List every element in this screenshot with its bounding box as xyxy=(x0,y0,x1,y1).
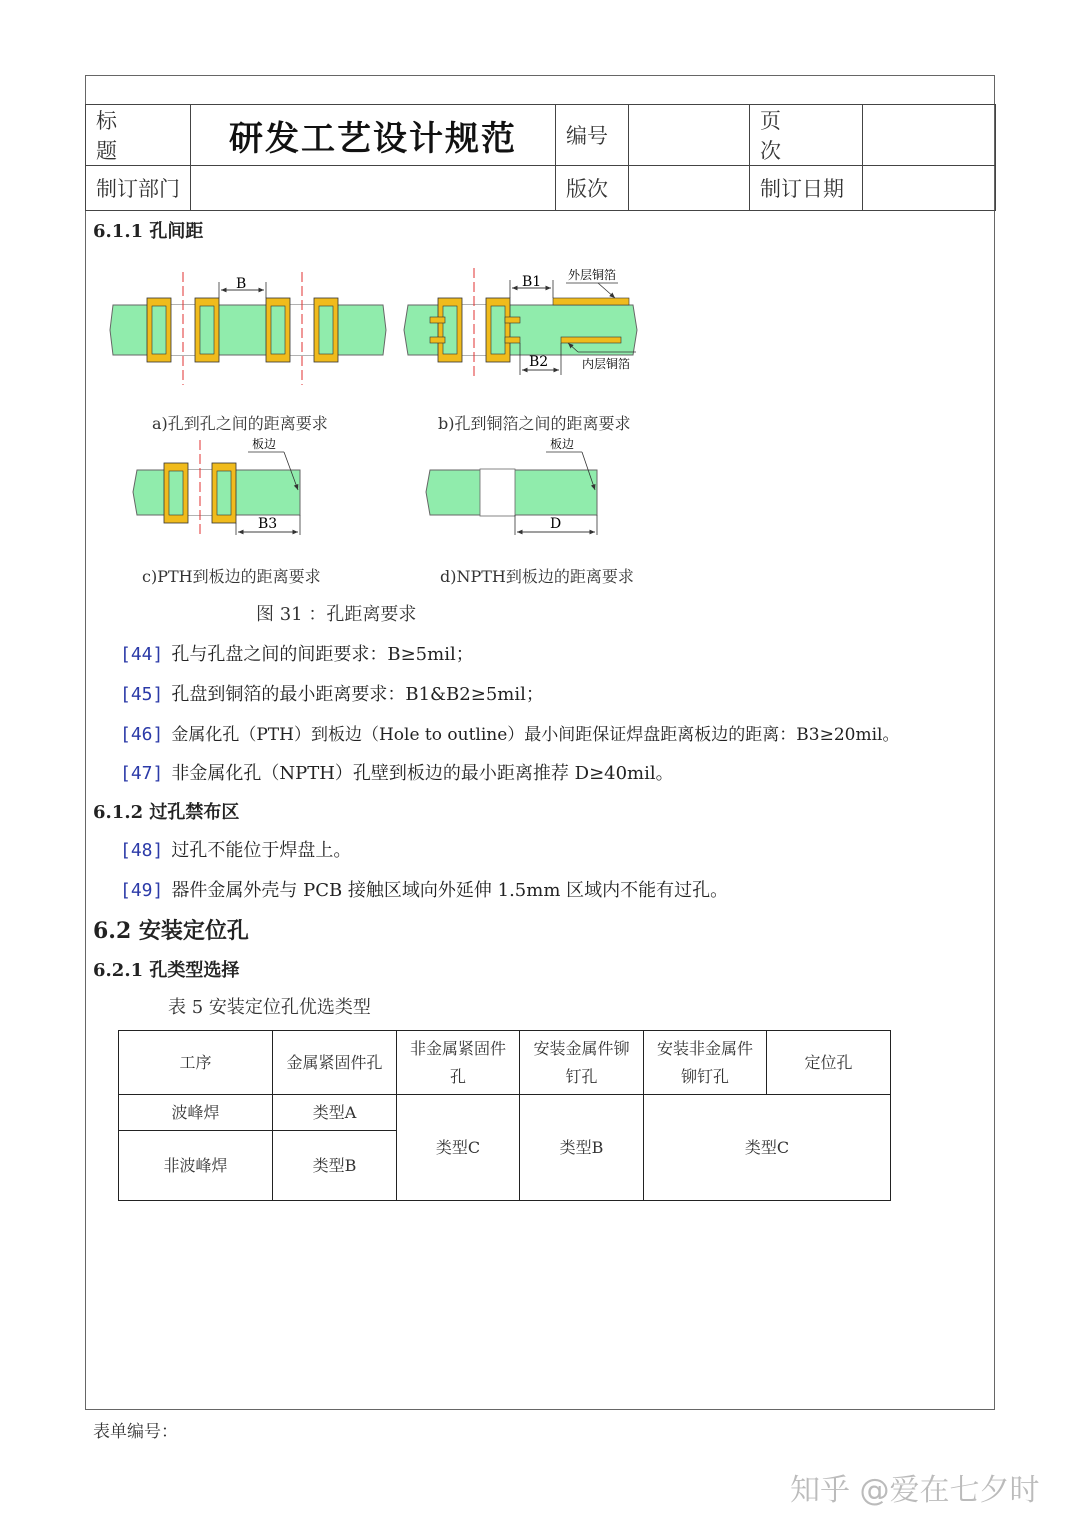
rule-45: [45] 孔盘到铜箔的最小距离要求：B1&B2≥5mil； xyxy=(120,684,544,705)
header-nonmetal-rivet: 安装非金属件铆钉孔 xyxy=(644,1031,767,1095)
row-non-wave-solder-metal-fastener: 类型B xyxy=(273,1131,397,1201)
figure-b xyxy=(404,267,637,380)
figure-d xyxy=(426,436,597,535)
label-inner-copper: 内层铜箔 xyxy=(582,357,631,371)
rule-49: [49] 器件金属外壳与 PCB 接触区域向外延伸 1.5mm 区域内不能有过孔。 xyxy=(120,880,729,901)
caption-d: d)NPTH到板边的距离要求 xyxy=(440,567,634,586)
hole-spacing-diagram xyxy=(100,255,660,535)
header-locating-hole: 定位孔 xyxy=(767,1031,891,1095)
section-6-2-1-heading: 6.2.1 孔类型选择 xyxy=(93,960,240,981)
rule-44: [44] 孔与孔盘之间的间距要求：B≥5mil； xyxy=(120,644,474,665)
cell-nonmetal-rivet-locating: 类型C xyxy=(644,1095,891,1201)
section-6-1-1-heading: 6.1.1 孔间距 xyxy=(93,221,204,242)
row-non-wave-solder-process: 非波峰焊 xyxy=(119,1131,273,1201)
watermark: 知乎 @爱在七夕时 xyxy=(790,1473,1040,1508)
rule-48: [48] 过孔不能位于焊盘上。 xyxy=(120,840,352,861)
title-label: 标 题 xyxy=(86,105,191,166)
row-wave-solder-process: 波峰焊 xyxy=(119,1095,273,1131)
caption-b: b)孔到铜箔之间的距离要求 xyxy=(438,414,631,433)
header-metal-rivet: 安装金属件铆钉孔 xyxy=(520,1031,644,1095)
number-value xyxy=(629,105,750,166)
form-number-label: 表单编号： xyxy=(93,1422,178,1442)
date-label: 制订日期 xyxy=(750,166,863,211)
version-value xyxy=(629,166,750,211)
figure-c xyxy=(133,436,300,535)
header-table xyxy=(85,104,996,211)
header-process: 工序 xyxy=(119,1031,273,1095)
rule-47: [47] 非金属化孔（NPTH）孔壁到板边的最小距离推荐 D≥40mil。 xyxy=(120,763,674,784)
label-B2: B2 xyxy=(529,354,549,370)
document-title: 研发工艺设计规范 xyxy=(191,105,556,166)
label-board-edge-d: 板边 xyxy=(550,437,575,451)
caption-c: c)PTH到板边的距离要求 xyxy=(142,567,321,586)
section-6-1-2-heading: 6.1.2 过孔禁布区 xyxy=(93,802,240,823)
row-wave-solder-metal-fastener: 类型A xyxy=(273,1095,397,1131)
page-label: 页 次 xyxy=(750,105,863,166)
dept-value xyxy=(191,166,556,211)
version-label: 版次 xyxy=(556,166,629,211)
date-value xyxy=(863,166,996,211)
label-outer-copper: 外层铜箔 xyxy=(568,268,617,282)
cell-metal-rivet: 类型B xyxy=(520,1095,644,1201)
cell-nonmetal-fastener: 类型C xyxy=(397,1095,520,1201)
label-B3: B3 xyxy=(258,516,278,532)
label-board-edge-c: 板边 xyxy=(252,437,277,451)
hole-type-table xyxy=(118,1030,891,1201)
label-D: D xyxy=(550,516,562,532)
label-B: B xyxy=(236,276,247,292)
header-nonmetal-fastener: 非金属紧固件孔 xyxy=(397,1031,520,1095)
table-title: 表 5 安装定位孔优选类型 xyxy=(168,997,371,1018)
label-B1: B1 xyxy=(522,274,542,290)
number-label: 编号 xyxy=(556,105,629,166)
rule-46: [46] 金属化孔（PTH）到板边（Hole to outline）最小间距保证焊盘距离板边的距离：B3≥20mil。 xyxy=(120,724,900,745)
dept-label: 制订部门 xyxy=(86,166,191,211)
caption-a: a)孔到孔之间的距离要求 xyxy=(152,414,328,433)
figure-a xyxy=(110,272,386,385)
header-metal-fastener: 金属紧固件孔 xyxy=(273,1031,397,1095)
page-value xyxy=(863,105,996,166)
section-6-2-heading: 6.2 安装定位孔 xyxy=(93,918,249,944)
figure-title: 图 31 ：孔距离要求 xyxy=(256,604,417,625)
